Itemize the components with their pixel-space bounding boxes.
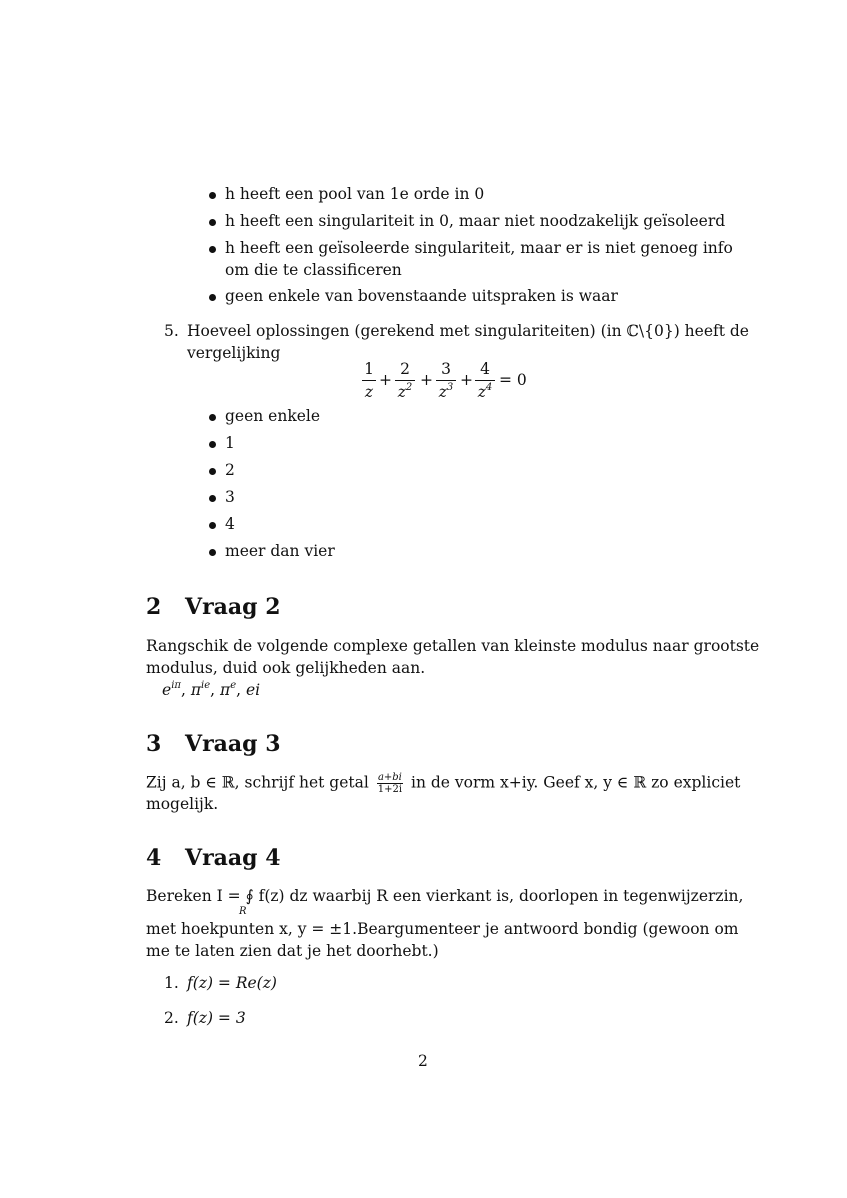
bullet-text: geen enkele van bovenstaande uitspraken is waar [225,287,618,305]
page-number: 2 [418,1052,428,1070]
bullet-text: h heeft een singulariteit in 0, maar niet noodzakelijk geïsoleerd [225,212,726,230]
list-number: 2. [164,1009,179,1027]
section-number: 4 [146,845,162,871]
bullet-dot [209,522,216,529]
bullet-dot [209,192,216,199]
paragraph-line: modulus, duid ook gelijkheden aan. [146,659,426,677]
text-segment: in de vorm x+iy. Geef x, y ∈ ℝ zo expliciet [411,773,741,792]
option-text: 1 [225,434,235,452]
paragraph-line: met hoekpunten x, y = ±1.Beargumenteer je antwoord bondig (gewoon om [146,920,739,938]
bullet-dot [209,294,216,301]
list-expression: f(z) = Re(z) [187,974,277,992]
bullet-dot [209,246,216,253]
plus-sign: + [379,371,392,389]
bullet-dot [209,441,216,448]
bullet-text-continuation: om die te classificeren [225,261,402,279]
bullet-text: h heeft een pool van 1e orde in 0 [225,185,485,203]
question-text: vergelijking [187,344,281,362]
option-text: geen enkele [225,407,321,425]
eq-fraction-1: 1 z [362,359,376,402]
paragraph-line: me te laten zien dat je het doorhebt.) [146,942,439,960]
bullet-dot [209,549,216,556]
paragraph-line [146,772,740,795]
bullet-dot [209,414,216,421]
paragraph-line: Bereken I = ∮ f(z) dz waarbij R een vierkant is, doorlopen in tegenwijzerzin, [146,887,744,905]
option-text: 4 [225,515,235,533]
bullet-text: h heeft een geïsoleerde singulariteit, maar er is niet genoeg info [225,239,733,257]
bullet-dot [209,219,216,226]
eq-fraction-4: 4 $z^4$ [475,359,495,402]
eq-fraction-3: 3 $z^3$ [436,359,456,402]
complex-values: $e^{i\pi}$, $\pi^{ie}$, $\pi^e$, ei [162,680,261,699]
equation-rhs: = 0 [499,371,527,389]
integral-subscript: R [239,906,247,917]
section-number: 2 [146,594,162,620]
paragraph-line: mogelijk. [146,795,219,813]
paragraph-line: Rangschik de volgende complexe getallen van kleinste modulus naar grootste [146,637,760,655]
bullet-dot [209,495,216,502]
eq-fraction-2: 2 $z^2$ [395,359,415,402]
section-number: 3 [146,731,162,757]
bullet-dot [209,468,216,475]
option-text: 2 [225,461,235,479]
section-title: Vraag 2 [185,594,281,620]
plus-sign: + [420,371,433,389]
text-segment: Zij a, b ∈ ℝ, schrijf het getal [146,773,369,792]
list-expression: f(z) = 3 [187,1009,246,1027]
section-title: Vraag 3 [185,731,281,757]
inline-fraction: $\frac{a+bi}{1+2i}$ [377,772,403,795]
option-text: 3 [225,488,235,506]
question-number: 5. [164,322,179,340]
plus-sign: + [460,371,473,389]
list-number: 1. [164,974,179,992]
question-text: Hoeveel oplossingen (gerekend met singulariteiten) (in ℂ\{0}) heeft de [187,322,749,340]
section-title: Vraag 4 [185,845,281,871]
option-text: meer dan vier [225,542,335,560]
